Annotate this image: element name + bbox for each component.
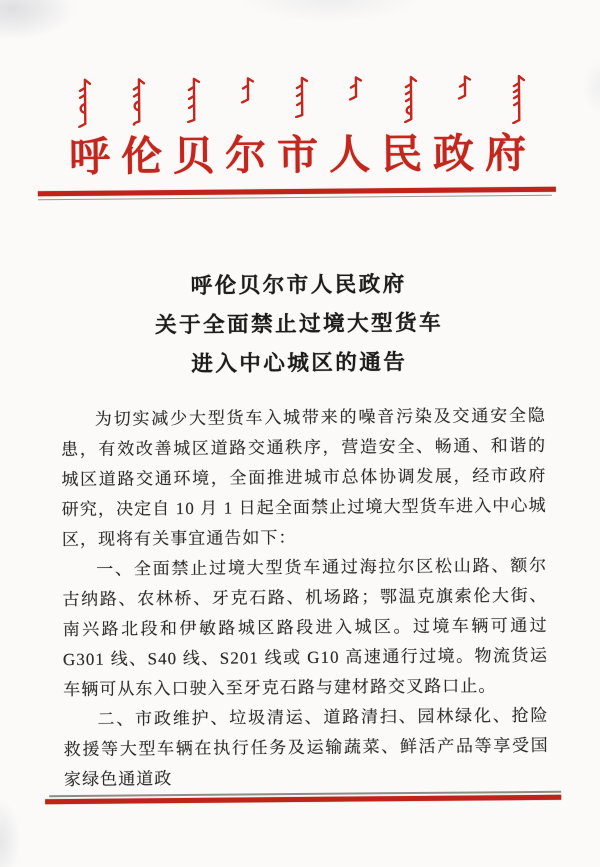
mongolian-script-word-icon	[348, 75, 364, 100]
document-title	[0, 263, 600, 385]
document-title-line-1: 呼伦贝尔市人民政府	[190, 272, 407, 298]
mongolian-script-word-icon	[402, 75, 418, 123]
mongolian-script-word-icon	[294, 76, 310, 118]
document-title-line-2: 关于全面禁止过境大型货车	[154, 310, 444, 338]
mongolian-script-word-icon	[511, 74, 527, 124]
mongolian-script-word-icon	[131, 77, 147, 125]
body-text	[61, 401, 549, 795]
paragraph-intro: 为切实减少大型货车入城带来的噪音污染及交通安全隐患，有效改善城区道路交通秩序，营造安全、畅通、和谐的城区道路交通环境，全面推进城市总体协调发展，经市政府研究，决定自 10 月 1 日起全面禁止过境大型货车进入中心城区，现将有关事宜通告如下：	[61, 405, 547, 550]
paragraph-item-2: 二、市政维护、垃圾清运、道路清扫、园林绿化、抢险救援等大型车辆在执行任务及运输蔬菜、鲜活产品等享受国家绿色通道政	[63, 705, 549, 790]
page-footer	[0, 0, 596, 3]
letterhead	[0, 0, 596, 181]
paragraph-item-1: 一、全面禁止过境大型货车通过海拉尔区松山路、额尔古纳路、农林桥、牙克石路、机场路；鄂温克旗索伦大街、南兴路北段和伊敏路城区路段进入城区。过境车辆可通过 G301 线、S40 线、S201 线或 G10 高速通行过境。物流货运车辆可从东入口驶入至牙克石路与建材路交叉路口止。	[62, 555, 549, 700]
letterhead-rule	[38, 187, 556, 201]
agency-name: 呼伦贝尔市人民政府	[68, 129, 538, 181]
mongolian-script-word-icon	[185, 77, 201, 123]
footer-rule-red	[45, 795, 561, 805]
mongolian-script-word-icon	[457, 74, 473, 99]
document-title-line-3: 进入中心城区的通告	[191, 350, 408, 376]
mongolian-script-word-icon	[77, 78, 93, 128]
mongolian-script-word-icon	[240, 76, 256, 103]
